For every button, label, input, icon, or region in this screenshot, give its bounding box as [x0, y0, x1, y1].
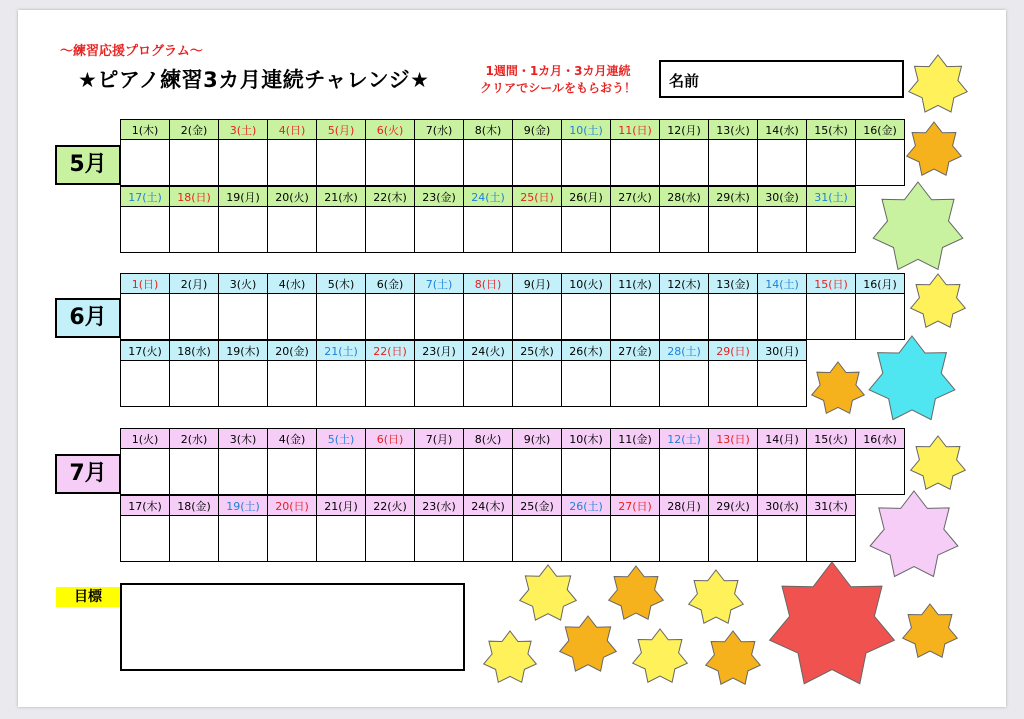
- date-cell: 27(日): [611, 496, 660, 516]
- star-icon: [911, 274, 966, 327]
- date-cell: 26(木): [562, 341, 611, 361]
- month-label-july: 7月: [55, 454, 121, 494]
- star-icon: [520, 565, 577, 620]
- date-cell: 1(火): [121, 429, 170, 449]
- date-cell: 25(日): [513, 187, 562, 207]
- date-cell: 22(日): [366, 341, 415, 361]
- date-cell: 28(水): [660, 187, 709, 207]
- date-cell: 3(火): [219, 274, 268, 294]
- date-cell: 30(月): [758, 341, 807, 361]
- star-icon: [909, 55, 967, 112]
- date-cell: 7(土): [415, 274, 464, 294]
- date-cell: 6(火): [366, 120, 415, 140]
- date-cell: 26(月): [562, 187, 611, 207]
- date-cell: 14(水): [758, 120, 807, 140]
- date-cell: 24(木): [464, 496, 513, 516]
- date-cell: 18(日): [170, 187, 219, 207]
- date-cell: 26(土): [562, 496, 611, 516]
- date-cell: 16(金): [856, 120, 905, 140]
- date-cell: 21(水): [317, 187, 366, 207]
- promo-line-2: クリアでシールをもらおう！: [479, 81, 637, 95]
- date-cell: 16(水): [856, 429, 905, 449]
- date-cell: 28(月): [660, 496, 709, 516]
- date-cell: 2(月): [170, 274, 219, 294]
- date-cell: 2(水): [170, 429, 219, 449]
- date-cell: 23(水): [415, 496, 464, 516]
- date-cell: 18(金): [170, 496, 219, 516]
- date-cell: 15(日): [807, 274, 856, 294]
- date-cell: 3(木): [219, 429, 268, 449]
- date-cell: 15(火): [807, 429, 856, 449]
- date-cell: 29(火): [709, 496, 758, 516]
- star-icon: [903, 604, 958, 657]
- date-cell: 4(金): [268, 429, 317, 449]
- name-label: 名前: [669, 72, 700, 90]
- date-cell: 7(水): [415, 120, 464, 140]
- date-cell: 3(土): [219, 120, 268, 140]
- page-title: ★ピアノ練習3カ月連続チャレンジ★: [78, 68, 430, 92]
- date-cell: 2(金): [170, 120, 219, 140]
- date-cell: 16(月): [856, 274, 905, 294]
- date-cell: 6(金): [366, 274, 415, 294]
- date-cell: 31(土): [807, 187, 856, 207]
- date-cell: 23(月): [415, 341, 464, 361]
- date-cell: 20(日): [268, 496, 317, 516]
- date-cell: 8(木): [464, 120, 513, 140]
- star-icon: [689, 570, 744, 623]
- date-cell: 12(土): [660, 429, 709, 449]
- date-cell: 12(月): [660, 120, 709, 140]
- tagline: ～練習応援プログラム～: [60, 44, 203, 59]
- date-cell: 1(日): [121, 274, 170, 294]
- date-cell: 25(金): [513, 496, 562, 516]
- date-cell: 24(土): [464, 187, 513, 207]
- date-cell: 15(木): [807, 120, 856, 140]
- date-cell: 13(日): [709, 429, 758, 449]
- date-cell: 18(水): [170, 341, 219, 361]
- date-cell: 17(木): [121, 496, 170, 516]
- date-cell: 4(日): [268, 120, 317, 140]
- date-cell: 22(火): [366, 496, 415, 516]
- star-icon: [484, 631, 537, 682]
- date-cell: 19(土): [219, 496, 268, 516]
- month-label-may: 5月: [55, 145, 121, 185]
- date-cell: 19(月): [219, 187, 268, 207]
- date-cell: 11(水): [611, 274, 660, 294]
- star-icon: [911, 436, 966, 489]
- date-cell: 12(木): [660, 274, 709, 294]
- date-cell: 13(金): [709, 274, 758, 294]
- star-icon: [609, 566, 664, 619]
- date-cell: 11(日): [611, 120, 660, 140]
- star-icon: [869, 336, 955, 420]
- date-cell: 27(金): [611, 341, 660, 361]
- date-cell: 29(日): [709, 341, 758, 361]
- date-cell: 9(水): [513, 429, 562, 449]
- date-cell: 14(月): [758, 429, 807, 449]
- promo-line-1: 1週間・1カ月・3カ月連続: [485, 64, 631, 78]
- date-cell: 19(木): [219, 341, 268, 361]
- month-label-june: 6月: [55, 298, 121, 338]
- date-cell: 24(火): [464, 341, 513, 361]
- date-cell: 10(火): [562, 274, 611, 294]
- date-cell: 21(土): [317, 341, 366, 361]
- date-cell: 14(土): [758, 274, 807, 294]
- date-cell: 1(木): [121, 120, 170, 140]
- date-cell: 5(木): [317, 274, 366, 294]
- date-cell: 4(水): [268, 274, 317, 294]
- date-cell: 27(火): [611, 187, 660, 207]
- date-cell: 17(火): [121, 341, 170, 361]
- date-cell: 10(土): [562, 120, 611, 140]
- date-cell: 20(火): [268, 187, 317, 207]
- date-cell: 23(金): [415, 187, 464, 207]
- star-icon: [907, 122, 962, 175]
- star-icon: [770, 562, 895, 684]
- date-cell: 13(火): [709, 120, 758, 140]
- date-cell: 30(金): [758, 187, 807, 207]
- date-cell: 9(金): [513, 120, 562, 140]
- date-cell: 8(火): [464, 429, 513, 449]
- star-icon: [873, 182, 963, 269]
- date-cell: 17(土): [121, 187, 170, 207]
- date-cell: 10(木): [562, 429, 611, 449]
- date-cell: 20(金): [268, 341, 317, 361]
- star-icon: [560, 616, 617, 671]
- date-cell: 28(土): [660, 341, 709, 361]
- date-cell: 7(月): [415, 429, 464, 449]
- star-icon: [812, 362, 865, 413]
- date-cell: 9(月): [513, 274, 562, 294]
- star-icon: [633, 629, 688, 682]
- goal-label: 目標: [56, 587, 120, 607]
- date-cell: 31(木): [807, 496, 856, 516]
- date-cell: 6(日): [366, 429, 415, 449]
- star-icon: [706, 631, 761, 684]
- date-cell: 11(金): [611, 429, 660, 449]
- date-cell: 29(木): [709, 187, 758, 207]
- date-cell: 22(木): [366, 187, 415, 207]
- date-cell: 30(水): [758, 496, 807, 516]
- date-cell: 25(水): [513, 341, 562, 361]
- star-icon: [870, 491, 958, 577]
- date-cell: 5(土): [317, 429, 366, 449]
- date-cell: 21(月): [317, 496, 366, 516]
- date-cell: 5(月): [317, 120, 366, 140]
- date-cell: 8(日): [464, 274, 513, 294]
